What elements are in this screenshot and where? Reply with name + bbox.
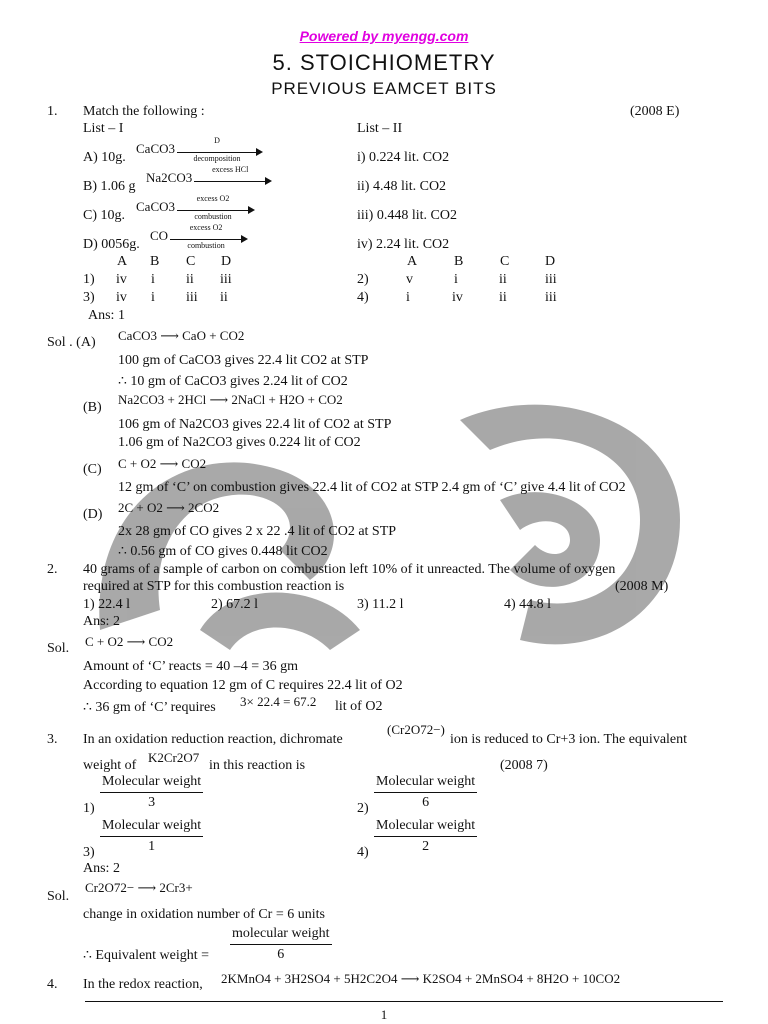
reaction: CO excess O2 combustion — [150, 228, 250, 244]
question-text: weight of — [83, 758, 137, 773]
option-fraction: Molecular weight 3 — [102, 774, 202, 810]
option-number: 3) — [83, 290, 95, 305]
equivalent-weight-fraction: molecular weight 6 — [232, 926, 330, 962]
question-number: 2. — [47, 562, 58, 577]
option-header: C — [500, 254, 510, 269]
equation: 2C + O2 ⟶ 2CO2 — [118, 500, 220, 515]
question-year: (2008 M) — [615, 579, 669, 594]
equation: Cr2O72− ⟶ 2Cr3+ — [85, 880, 193, 895]
option-value: iii — [186, 290, 198, 305]
solution-line: 1.06 gm of Na2CO3 gives 0.224 lit of CO2 — [118, 435, 361, 450]
option-header: D — [545, 254, 556, 269]
option-number: 3) — [83, 845, 95, 860]
footer-rule — [85, 1001, 723, 1002]
answer: Ans: 1 — [88, 308, 125, 323]
solution-label: Sol. — [47, 641, 70, 656]
option-value: i — [406, 290, 410, 305]
list1-item: C) 10g. — [83, 208, 125, 223]
option-value: v — [406, 272, 413, 287]
solution-line: 106 gm of Na2CO3 gives 22.4 lit of CO2 at STP — [118, 417, 392, 432]
solution-line: lit of O2 — [335, 699, 383, 714]
question-number: 1. — [47, 104, 58, 119]
equation: 2KMnO4 + 3H2SO4 + 5H2C2O4 ⟶ K2SO4 + 2MnSO4 + 8H2O + 10CO2 — [221, 971, 621, 986]
option-value: iv — [116, 272, 127, 287]
answer: Ans: 2 — [83, 861, 120, 876]
equation: C + O2 ⟶ CO2 — [118, 456, 207, 471]
solution-line: 2x 28 gm of CO gives 2 x 22 .4 lit of CO2 at STP — [118, 524, 397, 539]
question-stem: Match the following : — [83, 104, 205, 119]
option-fraction: Molecular weight 1 — [102, 818, 202, 854]
question-number: 4. — [47, 977, 58, 992]
question-text: in this reaction is — [209, 758, 306, 773]
chapter-subtitle: PREVIOUS EAMCET BITS — [271, 79, 497, 98]
option-number: 4) — [357, 290, 369, 305]
option-value: iv — [452, 290, 463, 305]
solution-label: Sol . (A) — [47, 335, 96, 350]
list2-heading: List – II — [357, 121, 403, 136]
solution-sublabel: (C) — [83, 462, 102, 477]
option-value: ii — [499, 290, 507, 305]
option-value: ii — [186, 272, 194, 287]
solution-line: According to equation 12 gm of C requires 22.4 lit of O2 — [83, 678, 403, 693]
equation: C + O2 ⟶ CO2 — [85, 634, 174, 649]
option: 1) 22.4 l — [83, 597, 131, 612]
page-number: 1 — [380, 1007, 388, 1022]
option-value: iii — [545, 290, 557, 305]
equation: CaCO3 ⟶ CaO + CO2 — [118, 328, 245, 343]
calculation: 3× 22.4 = 67.2 — [240, 694, 317, 709]
list2-item: ii) 4.48 lit. CO2 — [357, 179, 447, 194]
question-text: required at STP for this combustion reaction is — [83, 579, 345, 594]
option-fraction: Molecular weight 6 — [376, 774, 476, 810]
list1-item: D) 0056g. — [83, 237, 140, 252]
option-value: ii — [220, 290, 228, 305]
option-header: A — [407, 254, 418, 269]
question-year: (2008 E) — [630, 104, 680, 119]
option-header: C — [186, 254, 196, 269]
option: 3) 11.2 l — [357, 597, 404, 612]
option-value: iv — [116, 290, 127, 305]
option-value: iii — [220, 272, 232, 287]
solution-line: ∴ 36 gm of ‘C’ requires — [83, 700, 216, 715]
chapter-title: 5. STOICHIOMETRY — [272, 50, 496, 75]
solution-line: 12 gm of ‘C’ on combustion gives 22.4 lit of CO2 at STP 2.4 gm of ‘C’ give 4.4 lit of CO2 — [118, 480, 626, 495]
solution-line: ∴ Equivalent weight = — [83, 948, 210, 963]
option-value: i — [151, 290, 155, 305]
ion-formula: (Cr2O72−) — [387, 722, 445, 737]
solution-label: Sol. — [47, 889, 70, 904]
solution-sublabel: (B) — [83, 400, 102, 415]
reaction: CaCO3 D decomposition — [136, 141, 265, 157]
option-number: 1) — [83, 801, 95, 816]
reaction: Na2CO3 excess HCl — [146, 170, 274, 186]
question-text: ion is reduced to Cr+3 ion. The equivalent — [450, 732, 688, 747]
option-number: 4) — [357, 845, 369, 860]
list1-item: B) 1.06 g — [83, 179, 136, 194]
list2-item: iv) 2.24 lit. CO2 — [357, 237, 450, 252]
list2-item: iii) 0.448 lit. CO2 — [357, 208, 457, 223]
option-value: i — [454, 272, 458, 287]
solution-sublabel: (D) — [83, 507, 103, 522]
solution-line: 100 gm of CaCO3 gives 22.4 lit CO2 at STP — [118, 353, 369, 368]
question-year: (2008 7) — [500, 758, 548, 773]
option-value: i — [151, 272, 155, 287]
solution-line: change in oxidation number of Cr = 6 units — [83, 907, 325, 922]
question-text: In an oxidation reduction reaction, dichromate — [83, 732, 343, 747]
option: 2) 67.2 l — [211, 597, 259, 612]
option-number: 1) — [83, 272, 95, 287]
option-number: 2) — [357, 801, 369, 816]
compound-formula: K2Cr2O7 — [148, 750, 200, 765]
option-value: ii — [499, 272, 507, 287]
option-header: D — [221, 254, 232, 269]
option: 4) 44.8 l — [504, 597, 552, 612]
option-header: B — [150, 254, 160, 269]
option-header: A — [117, 254, 128, 269]
solution-line: Amount of ‘C’ reacts = 40 –4 = 36 gm — [83, 659, 298, 674]
question-number: 3. — [47, 732, 58, 747]
solution-line: ∴ 10 gm of CaCO3 gives 2.24 lit of CO2 — [118, 374, 348, 389]
option-value: iii — [545, 272, 557, 287]
powered-by-link[interactable]: Powered by myengg.com — [299, 28, 469, 44]
question-text: 40 grams of a sample of carbon on combustion left 10% of it unreacted. The volume of oxygen — [83, 562, 616, 577]
question-text: In the redox reaction, — [83, 977, 203, 992]
list1-item: A) 10g. — [83, 150, 126, 165]
list1-heading: List – I — [83, 121, 124, 136]
reaction: CaCO3 excess O2 combustion — [136, 199, 257, 215]
option-number: 2) — [357, 272, 369, 287]
answer: Ans: 2 — [83, 614, 120, 629]
solution-line: ∴ 0.56 gm of CO gives 0.448 lit CO2 — [118, 544, 328, 559]
equation: Na2CO3 + 2HCl ⟶ 2NaCl + H2O + CO2 — [118, 392, 343, 407]
option-fraction: Molecular weight 2 — [376, 818, 476, 854]
list2-item: i) 0.224 lit. CO2 — [357, 150, 450, 165]
option-header: B — [454, 254, 464, 269]
